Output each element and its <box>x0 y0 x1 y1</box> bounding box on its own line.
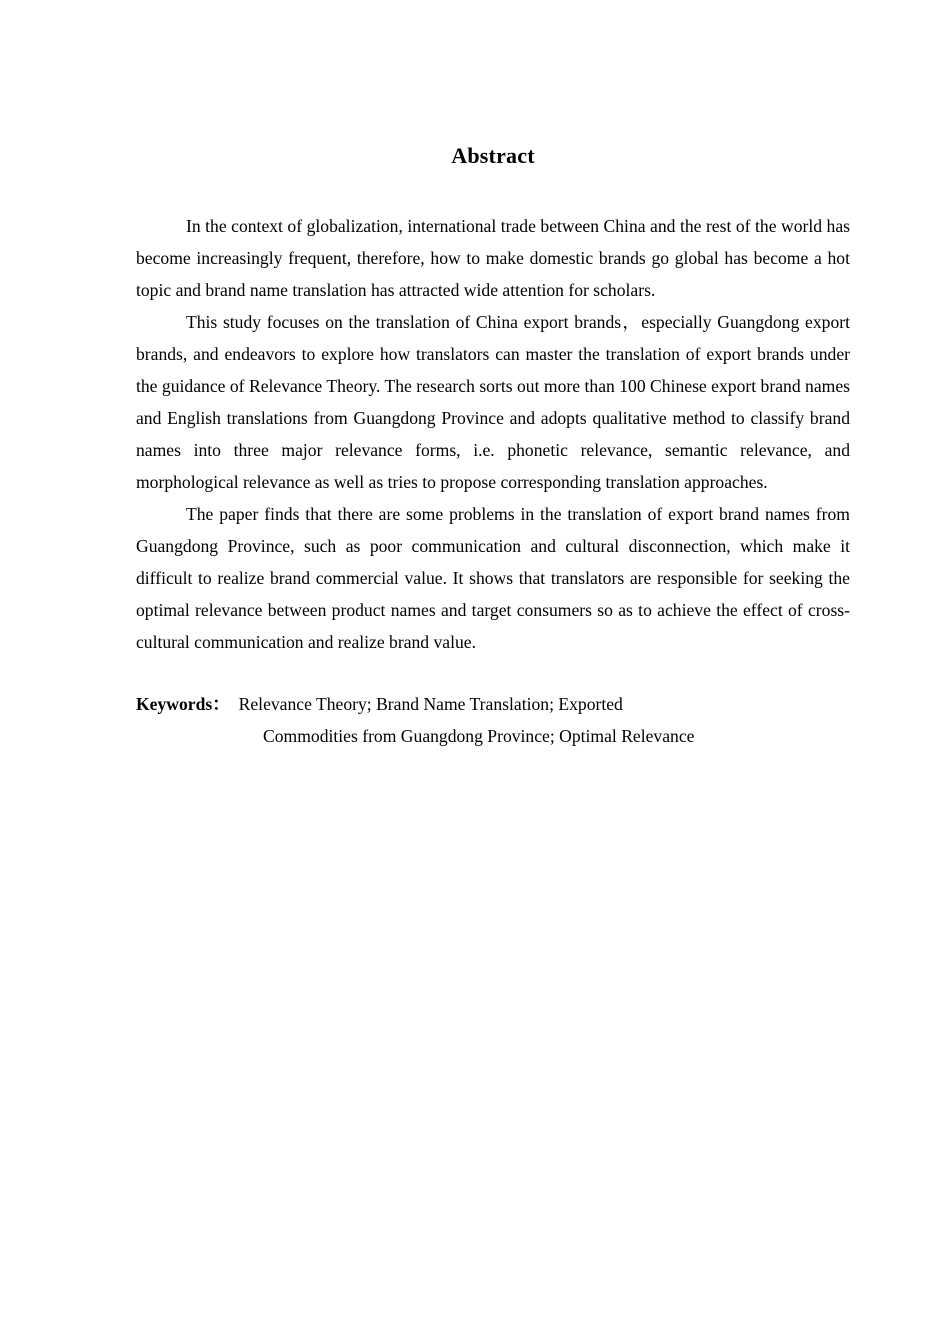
keywords-values <box>230 694 695 746</box>
keywords-line-2: Commodities from Guangdong Province; Optimal Relevance <box>263 726 695 746</box>
keywords-separator: ： <box>212 694 230 714</box>
abstract-section <box>136 140 850 752</box>
abstract-paragraph-3: The paper finds that there are some problems in the translation of export brand names from Guangdong Province, such as poor communication and cultural disconnection, which make it difficult to realize brand commercial value. It shows that translators are responsible for seeking the optimal relevance between product names and target consumers so as to achieve the effect of cross-cultural communication and realize brand value. <box>136 504 850 652</box>
keywords-label: Keywords <box>136 694 213 714</box>
keywords-line-1: Relevance Theory; Brand Name Translation; Exported <box>238 694 623 714</box>
abstract-body <box>136 210 850 658</box>
abstract-paragraph-2: This study focuses on the translation of China export brands，especially Guangdong export brands, and endeavors to explore how translators can master the translation of export brands under the guidance of Relevance Theory. The research sorts out more than 100 Chinese export brand names and English translations from Guangdong Province and adopts qualitative method to classify brand names into three major relevance forms, i.e. phonetic relevance, semantic relevance, and morphological relevance as well as tries to propose corresponding translation approaches. <box>136 312 850 492</box>
keywords-block <box>136 688 850 752</box>
page-title: Abstract <box>451 143 535 168</box>
title-spacer <box>136 172 850 210</box>
keywords-spacer <box>136 658 850 688</box>
abstract-paragraph-1: In the context of globalization, international trade between China and the rest of the world has become increasingly frequent, therefore, how to make domestic brands go global has become a hot topic and brand name translation has attracted wide attention for scholars. <box>136 216 850 300</box>
